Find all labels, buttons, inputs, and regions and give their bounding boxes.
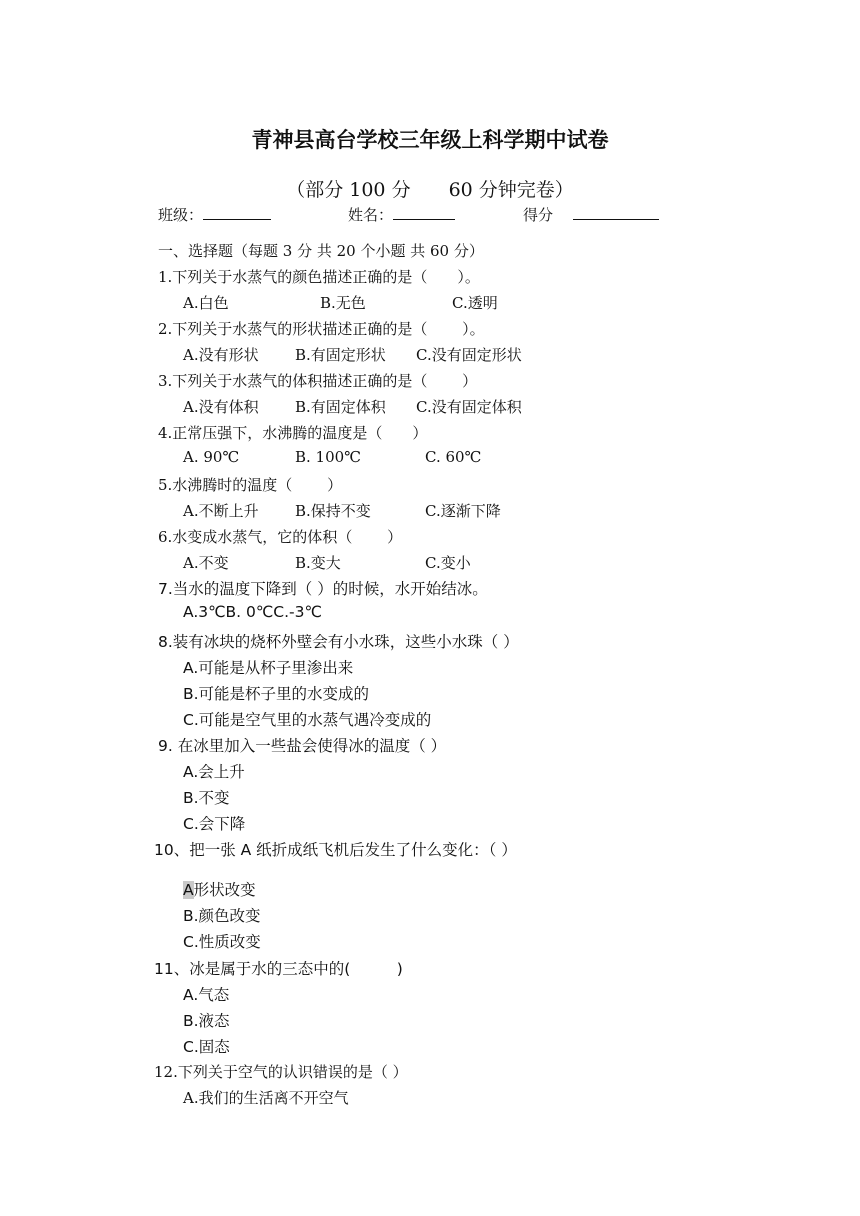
question-1-option-b: B.无色 — [320, 294, 366, 312]
question-5-option-a: A.不断上升 — [183, 502, 259, 520]
question-6-option-c: C.变小 — [425, 554, 471, 572]
question-3-option-c: C.没有固定体积 — [416, 398, 522, 416]
question-3-option-b: B.有固定体积 — [295, 398, 386, 416]
question-6-option-b: B.变大 — [295, 554, 341, 572]
option-a-text: 形状改变 — [193, 881, 256, 899]
score-field — [523, 204, 659, 225]
question-3-stem: 3.下列关于水蒸气的体积描述正确的是（ ） — [158, 372, 478, 390]
score-label: 得分 — [523, 206, 554, 224]
question-11-stem: 11、冰是属于水的三态中的( ) — [154, 960, 403, 978]
question-3-option-a: A.没有体积 — [183, 398, 259, 416]
question-2-stem: 2.下列关于水蒸气的形状描述正确的是（ ）。 — [158, 320, 485, 338]
question-5-stem: 5.水沸腾时的温度（ ） — [158, 476, 343, 494]
question-6-option-a: A.不变 — [183, 554, 229, 572]
name-blank — [393, 205, 455, 220]
question-8-option-c: C.可能是空气里的水蒸气遇冷变成的 — [183, 711, 432, 729]
question-2-option-c: C.没有固定形状 — [416, 346, 522, 364]
question-1-option-a: A.白色 — [183, 294, 229, 312]
question-8-option-b: B.可能是杯子里的水变成的 — [183, 685, 370, 703]
question-7-stem: 7.当水的温度下降到（ ）的时候，水开始结冰。 — [158, 580, 488, 598]
question-1-stem: 1.下列关于水蒸气的颜色描述正确的是（ ）。 — [158, 268, 480, 286]
class-label: 班级： — [158, 206, 204, 224]
question-11-option-c: C.固态 — [183, 1038, 230, 1056]
question-2-option-b: B.有固定形状 — [295, 346, 386, 364]
exam-subtitle: （部分 100 分 60 分钟完卷） — [286, 179, 574, 201]
score-blank — [573, 205, 659, 220]
question-6-stem: 6.水变成水蒸气，它的体积（ ） — [158, 528, 403, 546]
name-field — [348, 204, 455, 225]
question-4-option-c: C. 60℃ — [425, 448, 482, 466]
question-5-option-c: C.逐渐下降 — [425, 502, 501, 520]
question-8-stem: 8.装有冰块的烧杯外壁会有小水珠，这些小水珠（ ） — [158, 633, 519, 651]
question-7-options: A.3℃B. 0℃C.-3℃ — [183, 603, 322, 621]
class-field — [158, 204, 271, 225]
question-1-option-c: C.透明 — [452, 294, 498, 312]
question-12-stem: 12.下列关于空气的认识错误的是（ ） — [154, 1063, 408, 1081]
question-10-option-a — [183, 878, 256, 900]
question-5-option-b: B.保持不变 — [295, 502, 371, 520]
question-10-option-c: C.性质改变 — [183, 933, 261, 951]
question-9-stem: 9. 在冰里加入一些盐会使得冰的温度（ ） — [158, 737, 447, 755]
question-11-option-b: B.液态 — [183, 1012, 230, 1030]
question-10-option-b: B.颜色改变 — [183, 907, 261, 925]
section-heading: 一、选择题（每题 3 分 共 20 个小题 共 60 分） — [158, 242, 484, 260]
question-9-option-b: B.不变 — [183, 789, 230, 807]
question-4-option-a: A. 90℃ — [183, 448, 240, 466]
class-blank — [203, 205, 271, 220]
question-12-option-a: A.我们的生活离不开空气 — [183, 1089, 349, 1107]
question-2-option-a: A.没有形状 — [183, 346, 259, 364]
option-a-letter-highlight: A — [183, 881, 194, 899]
exam-title: 青神县高台学校三年级上科学期中试卷 — [251, 128, 609, 152]
question-11-option-a: A.气态 — [183, 986, 230, 1004]
question-10-stem: 10、把一张 A 纸折成纸飞机后发生了什么变化：（ ） — [154, 841, 517, 859]
question-4-stem: 4.正常压强下，水沸腾的温度是（ ） — [158, 424, 428, 442]
question-4-option-b: B. 100℃ — [295, 448, 361, 466]
name-label: 姓名： — [348, 206, 394, 224]
question-8-option-a: A.可能是从杯子里渗出来 — [183, 659, 354, 677]
question-9-option-a: A.会上升 — [183, 763, 245, 781]
question-9-option-c: C.会下降 — [183, 815, 246, 833]
